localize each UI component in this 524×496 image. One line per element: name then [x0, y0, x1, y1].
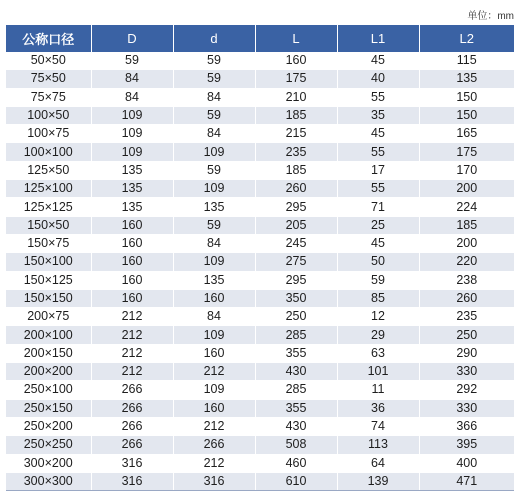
table-cell: 40	[337, 70, 419, 88]
nominal-size-cell: 250×100	[6, 381, 91, 399]
table-cell: 175	[255, 70, 337, 88]
table-cell: 84	[173, 234, 255, 252]
table-row	[6, 271, 514, 289]
table-cell: 215	[255, 125, 337, 143]
table-row	[6, 106, 514, 124]
table-cell: 205	[255, 216, 337, 234]
table-cell: 63	[337, 344, 419, 362]
table-cell: 71	[337, 198, 419, 216]
table-cell: 135	[91, 198, 173, 216]
table-cell: 430	[255, 363, 337, 381]
table-cell: 59	[173, 70, 255, 88]
table-cell: 295	[255, 198, 337, 216]
table-cell: 160	[173, 399, 255, 417]
table-cell: 160	[173, 344, 255, 362]
table-row	[6, 363, 514, 381]
table-row	[6, 216, 514, 234]
table-row	[6, 88, 514, 106]
table-cell: 212	[173, 363, 255, 381]
table-cell: 59	[173, 52, 255, 70]
table-cell: 160	[91, 253, 173, 271]
nominal-size-cell: 150×150	[6, 289, 91, 307]
table-row	[6, 70, 514, 88]
table-row	[6, 180, 514, 198]
table-cell: 212	[91, 308, 173, 326]
table-row	[6, 143, 514, 161]
nominal-size-cell: 125×100	[6, 180, 91, 198]
nominal-size-cell: 150×50	[6, 216, 91, 234]
table-row	[6, 454, 514, 472]
nominal-size-cell: 100×50	[6, 106, 91, 124]
table-cell: 11	[337, 381, 419, 399]
table-cell: 109	[91, 106, 173, 124]
nominal-size-cell: 75×50	[6, 70, 91, 88]
table-cell: 109	[91, 125, 173, 143]
table-cell: 55	[337, 180, 419, 198]
column-header-4: L1	[337, 25, 419, 52]
table-cell: 224	[419, 198, 514, 216]
table-cell: 84	[173, 125, 255, 143]
column-header-5: L2	[419, 25, 514, 52]
table-cell: 238	[419, 271, 514, 289]
table-cell: 59	[91, 52, 173, 70]
table-cell: 160	[91, 216, 173, 234]
table-row	[6, 198, 514, 216]
table-cell: 266	[91, 399, 173, 417]
table-row	[6, 308, 514, 326]
table-cell: 330	[419, 399, 514, 417]
table-cell: 109	[173, 381, 255, 399]
table-row	[6, 289, 514, 307]
table-row	[6, 125, 514, 143]
table-cell: 610	[255, 472, 337, 490]
table-cell: 84	[173, 308, 255, 326]
nominal-size-cell: 150×75	[6, 234, 91, 252]
table-cell: 275	[255, 253, 337, 271]
table-cell: 471	[419, 472, 514, 490]
table-cell: 36	[337, 399, 419, 417]
table-cell: 101	[337, 363, 419, 381]
table-cell: 160	[173, 289, 255, 307]
table-cell: 266	[91, 417, 173, 435]
table-cell: 170	[419, 161, 514, 179]
table-cell: 50	[337, 253, 419, 271]
column-header-1: D	[91, 25, 173, 52]
table-cell: 185	[419, 216, 514, 234]
table-cell: 109	[173, 143, 255, 161]
table-cell: 160	[91, 234, 173, 252]
table-cell: 135	[173, 198, 255, 216]
table-cell: 250	[255, 308, 337, 326]
table-cell: 25	[337, 216, 419, 234]
table-cell: 266	[91, 436, 173, 454]
table-cell: 139	[337, 472, 419, 490]
table-cell: 185	[255, 106, 337, 124]
table-cell: 430	[255, 417, 337, 435]
nominal-size-cell: 200×100	[6, 326, 91, 344]
table-cell: 330	[419, 363, 514, 381]
table-row	[6, 52, 514, 70]
table-row	[6, 234, 514, 252]
table-cell: 235	[419, 308, 514, 326]
table-cell: 150	[419, 88, 514, 106]
table-header	[6, 25, 514, 52]
table-cell: 245	[255, 234, 337, 252]
nominal-size-cell: 125×125	[6, 198, 91, 216]
table-row	[6, 344, 514, 362]
nominal-size-cell: 200×200	[6, 363, 91, 381]
table-cell: 84	[173, 88, 255, 106]
nominal-size-cell: 300×300	[6, 472, 91, 490]
column-header-3: L	[255, 25, 337, 52]
table-row	[6, 326, 514, 344]
table-cell: 200	[419, 180, 514, 198]
column-header-2: d	[173, 25, 255, 52]
table-cell: 85	[337, 289, 419, 307]
table-cell: 366	[419, 417, 514, 435]
table-cell: 460	[255, 454, 337, 472]
table-body	[6, 52, 514, 491]
table-cell: 355	[255, 399, 337, 417]
table-cell: 135	[91, 161, 173, 179]
table-cell: 12	[337, 308, 419, 326]
table-cell: 45	[337, 125, 419, 143]
table-cell: 266	[173, 436, 255, 454]
table-row	[6, 253, 514, 271]
table-cell: 316	[91, 454, 173, 472]
table-cell: 84	[91, 88, 173, 106]
column-header-0: 公称口径	[6, 25, 91, 52]
table-cell: 35	[337, 106, 419, 124]
table-row	[6, 161, 514, 179]
nominal-size-cell: 300×200	[6, 454, 91, 472]
table-cell: 235	[255, 143, 337, 161]
table-cell: 395	[419, 436, 514, 454]
table-cell: 212	[173, 454, 255, 472]
table-row	[6, 381, 514, 399]
table-cell: 212	[173, 417, 255, 435]
table-cell: 220	[419, 253, 514, 271]
table-cell: 45	[337, 52, 419, 70]
table-cell: 212	[91, 344, 173, 362]
nominal-size-cell: 75×75	[6, 88, 91, 106]
table-cell: 135	[419, 70, 514, 88]
nominal-size-cell: 125×50	[6, 161, 91, 179]
table-cell: 29	[337, 326, 419, 344]
table-cell: 55	[337, 143, 419, 161]
table-cell: 260	[255, 180, 337, 198]
table-cell: 135	[91, 180, 173, 198]
table-row	[6, 472, 514, 490]
table-row	[6, 417, 514, 435]
table-cell: 250	[419, 326, 514, 344]
spec-table	[6, 25, 514, 491]
table-cell: 135	[173, 271, 255, 289]
table-cell: 113	[337, 436, 419, 454]
table-cell: 212	[91, 363, 173, 381]
header-row	[6, 25, 514, 52]
nominal-size-cell: 200×150	[6, 344, 91, 362]
table-cell: 84	[91, 70, 173, 88]
nominal-size-cell: 250×150	[6, 399, 91, 417]
table-cell: 266	[91, 381, 173, 399]
table-cell: 64	[337, 454, 419, 472]
table-cell: 45	[337, 234, 419, 252]
table-cell: 200	[419, 234, 514, 252]
table-cell: 160	[255, 52, 337, 70]
table-cell: 185	[255, 161, 337, 179]
table-cell: 290	[419, 344, 514, 362]
table-cell: 74	[337, 417, 419, 435]
table-cell: 295	[255, 271, 337, 289]
table-cell: 400	[419, 454, 514, 472]
table-cell: 316	[91, 472, 173, 490]
table-cell: 350	[255, 289, 337, 307]
table-cell: 292	[419, 381, 514, 399]
nominal-size-cell: 100×100	[6, 143, 91, 161]
table-row	[6, 436, 514, 454]
table-cell: 210	[255, 88, 337, 106]
table-cell: 109	[173, 326, 255, 344]
table-cell: 260	[419, 289, 514, 307]
table-cell: 165	[419, 125, 514, 143]
table-cell: 17	[337, 161, 419, 179]
nominal-size-cell: 150×100	[6, 253, 91, 271]
table-cell: 160	[91, 271, 173, 289]
table-cell: 109	[173, 180, 255, 198]
table-cell: 316	[173, 472, 255, 490]
table-cell: 285	[255, 326, 337, 344]
table-cell: 508	[255, 436, 337, 454]
nominal-size-cell: 250×200	[6, 417, 91, 435]
nominal-size-cell: 200×75	[6, 308, 91, 326]
table-cell: 160	[91, 289, 173, 307]
unit-label: 单位：mm	[467, 11, 514, 22]
table-cell: 355	[255, 344, 337, 362]
table-row	[6, 399, 514, 417]
table-cell: 59	[173, 216, 255, 234]
table-cell: 59	[337, 271, 419, 289]
table-cell: 109	[91, 143, 173, 161]
table-cell: 285	[255, 381, 337, 399]
table-cell: 59	[173, 106, 255, 124]
table-cell: 55	[337, 88, 419, 106]
table-cell: 59	[173, 161, 255, 179]
table-cell: 175	[419, 143, 514, 161]
nominal-size-cell: 150×125	[6, 271, 91, 289]
table-cell: 115	[419, 52, 514, 70]
table-cell: 109	[173, 253, 255, 271]
nominal-size-cell: 50×50	[6, 52, 91, 70]
table-cell: 212	[91, 326, 173, 344]
nominal-size-cell: 250×250	[6, 436, 91, 454]
nominal-size-cell: 100×75	[6, 125, 91, 143]
table-cell: 150	[419, 106, 514, 124]
